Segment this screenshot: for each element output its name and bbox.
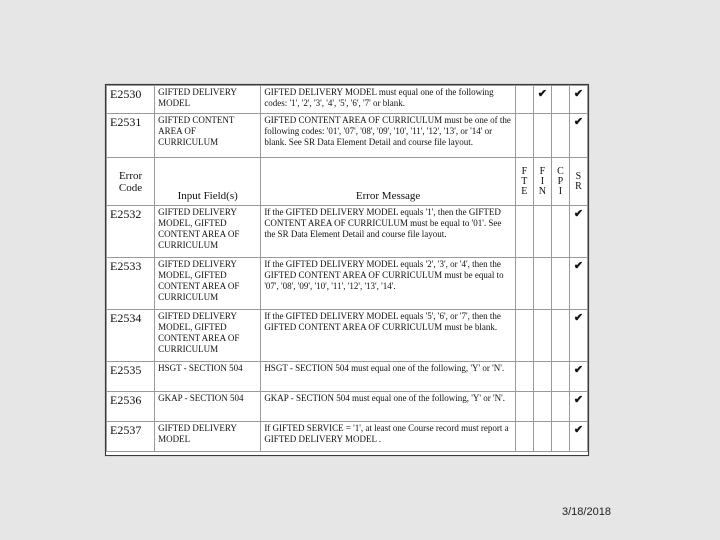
error-message: GKAP - SECTION 504 must equal one of the following, 'Y' or 'N'. — [261, 392, 516, 422]
flag-sr: ✔ — [569, 114, 587, 158]
error-table-page — [105, 84, 589, 456]
flag-sr: ✔ — [569, 362, 587, 392]
input-field: GIFTED DELIVERY MODEL, GIFTED CONTENT AREA OF CURRICULUM — [155, 258, 261, 310]
input-field: GKAP - SECTION 504 — [155, 392, 261, 422]
flag-cpi — [551, 362, 569, 392]
flag-sr: ✔ — [569, 392, 587, 422]
header-flag-cpi: C P I — [551, 158, 569, 206]
flag-fin — [533, 422, 551, 452]
error-code: E2535 — [107, 362, 155, 392]
flag-fin — [533, 114, 551, 158]
error-message: GIFTED CONTENT AREA OF CURRICULUM must be one of the following codes: '01', '07', '08', '09', '10', '11', '12', '13', or '14' or blank. See SR Data Element Detail and course file layout. — [261, 114, 516, 158]
flag-cpi — [551, 206, 569, 258]
table-row — [107, 422, 588, 452]
slide-date: 3/18/2018 — [562, 506, 611, 518]
flag-sr: ✔ — [569, 86, 587, 114]
flag-sr: ✔ — [569, 422, 587, 452]
header-error-code: Error Code — [107, 158, 155, 206]
flag-cpi — [551, 114, 569, 158]
table-row — [107, 392, 588, 422]
error-code: E2532 — [107, 206, 155, 258]
flag-fin: ✔ — [533, 86, 551, 114]
flag-fte — [515, 206, 533, 258]
header-flag-sr: S R — [569, 158, 587, 206]
error-code: E2531 — [107, 114, 155, 158]
input-field: GIFTED DELIVERY MODEL — [155, 422, 261, 452]
error-code: E2537 — [107, 422, 155, 452]
table-row — [107, 206, 588, 258]
input-field: GIFTED CONTENT AREA OF CURRICULUM — [155, 114, 261, 158]
table-row — [107, 114, 588, 158]
flag-fte — [515, 362, 533, 392]
input-field: HSGT - SECTION 504 — [155, 362, 261, 392]
flag-fin — [533, 258, 551, 310]
flag-fte — [515, 392, 533, 422]
flag-fin — [533, 310, 551, 362]
flag-fte — [515, 86, 533, 114]
flag-fin — [533, 392, 551, 422]
error-message: If the GIFTED DELIVERY MODEL equals '5', '6', or '7', then the GIFTED CONTENT AREA OF CURRICULUM must be blank. — [261, 310, 516, 362]
header-flag-fte: F T E — [515, 158, 533, 206]
error-message: If the GIFTED DELIVERY MODEL equals '2', '3', or '4', then the GIFTED CONTENT AREA OF CURRICULUM must be equal to '07', '08', '09', '10', '11', '12', '13', '14'. — [261, 258, 516, 310]
error-message: HSGT - SECTION 504 must equal one of the following, 'Y' or 'N'. — [261, 362, 516, 392]
flag-sr: ✔ — [569, 206, 587, 258]
flag-sr: ✔ — [569, 310, 587, 362]
error-message: GIFTED DELIVERY MODEL must equal one of the following codes: '1', '2', '3', '4', '5', '6', '7' or blank. — [261, 86, 516, 114]
header-flag-fin: F I N — [533, 158, 551, 206]
flag-fin — [533, 206, 551, 258]
input-field: GIFTED DELIVERY MODEL — [155, 86, 261, 114]
table-row — [107, 310, 588, 362]
table-row — [107, 86, 588, 114]
error-code: E2530 — [107, 86, 155, 114]
flag-fin — [533, 362, 551, 392]
input-field: GIFTED DELIVERY MODEL, GIFTED CONTENT AREA OF CURRICULUM — [155, 310, 261, 362]
flag-fte — [515, 258, 533, 310]
flag-cpi — [551, 310, 569, 362]
input-field: GIFTED DELIVERY MODEL, GIFTED CONTENT AREA OF CURRICULUM — [155, 206, 261, 258]
error-code-table — [106, 85, 588, 452]
header-error-message: Error Message — [261, 158, 516, 206]
error-message: If GIFTED SERVICE = '1', at least one Course record must report a GIFTED DELIVERY MODEL . — [261, 422, 516, 452]
header-input-field: Input Field(s) — [155, 158, 261, 206]
flag-cpi — [551, 86, 569, 114]
table-row — [107, 362, 588, 392]
flag-cpi — [551, 392, 569, 422]
flag-fte — [515, 114, 533, 158]
error-code: E2536 — [107, 392, 155, 422]
table-header-row — [107, 158, 588, 206]
flag-cpi — [551, 258, 569, 310]
flag-fte — [515, 422, 533, 452]
flag-cpi — [551, 422, 569, 452]
table-row — [107, 258, 588, 310]
flag-sr: ✔ — [569, 258, 587, 310]
error-code: E2534 — [107, 310, 155, 362]
error-code: E2533 — [107, 258, 155, 310]
flag-fte — [515, 310, 533, 362]
error-message: If the GIFTED DELIVERY MODEL equals '1', then the GIFTED CONTENT AREA OF CURRICULUM must be equal to '01'. See the SR Data Element Detail and course file layout. — [261, 206, 516, 258]
